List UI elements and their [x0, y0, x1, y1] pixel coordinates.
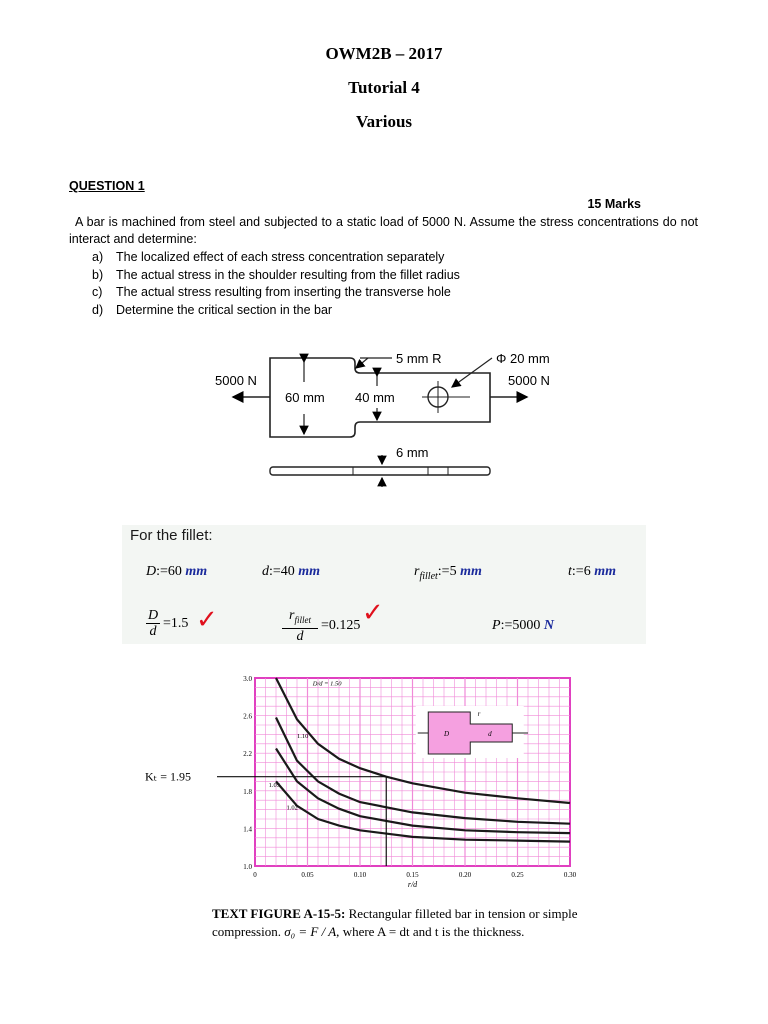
r-subscript: fillet [294, 614, 311, 625]
assign-op: := [437, 564, 450, 579]
part-text: Determine the critical section in the bar [116, 302, 333, 317]
r-symbol: r [289, 608, 295, 623]
fraction [282, 608, 318, 644]
x-tick-label: 0.30 [563, 871, 577, 879]
question-part [92, 249, 460, 267]
def-P [492, 618, 554, 634]
y-tick-label: 1.4 [243, 825, 252, 834]
def-d [262, 564, 320, 580]
fillet-radius-label: 5 mm R [396, 351, 442, 366]
bar-side-view [270, 467, 490, 475]
width-large-label: 60 mm [285, 390, 325, 405]
inset-D-label: D [444, 730, 450, 738]
d-symbol: d [262, 564, 269, 579]
course-title: OWM2B – 2017 [325, 44, 443, 63]
part-letter: c) [92, 285, 103, 299]
fillet-heading: For the fillet: [130, 527, 213, 544]
check-mark-icon: ✓ [196, 605, 218, 635]
x-axis-label: r/d [407, 880, 418, 889]
x-tick-label: 0.10 [353, 871, 367, 879]
ratio-D-over-d: D d = 1.5 [147, 608, 189, 639]
y-tick-label: 1.0 [243, 863, 252, 871]
inset-r-label: r [477, 710, 481, 718]
kt-value-label: Kₜ = 1.95 [145, 769, 191, 784]
caption-formula: σ₀ = F / A, [284, 924, 340, 939]
assign-op: := [500, 618, 513, 633]
x-tick-label: 0 [253, 871, 257, 879]
r-symbol: r [414, 564, 420, 579]
tutorial-title: Tutorial 4 [348, 78, 420, 97]
series-label: 1.10 [297, 733, 309, 741]
x-tick-label: 0.20 [458, 871, 472, 879]
part-text: The localized effect of each stress concentration separately [116, 250, 445, 264]
P-symbol: P [492, 618, 501, 633]
fraction [146, 608, 160, 639]
numerator: D [147, 608, 159, 623]
t-value: 6 [583, 564, 591, 579]
inset-bar-diagram [416, 706, 528, 758]
x-tick-label: 0.05 [301, 871, 314, 879]
part-letter: a) [92, 250, 104, 264]
def-D [146, 564, 207, 580]
question-parts [92, 249, 460, 319]
unit-mm: mm [460, 564, 482, 579]
unit-N: N [543, 618, 554, 633]
inset-d-label: d [488, 730, 492, 738]
load-label-left: 5000 N [215, 373, 257, 388]
def-r-fillet [414, 564, 482, 582]
part-text: The actual stress resulting from inserting the transverse hole [116, 285, 451, 299]
denominator: d [149, 624, 157, 639]
denominator: d [296, 628, 304, 644]
P-value: 5000 [512, 618, 541, 633]
x-tick-label: 0.25 [511, 871, 524, 879]
width-small-label: 40 mm [355, 390, 395, 405]
question-intro: A bar is machined from steel and subjected to a static load of 5000 N. Assume the stress concentrations do not interact and determine: [69, 215, 698, 246]
assign-op: := [571, 564, 584, 579]
caption-text: Rectangular filleted bar in tension or simple compression. [212, 906, 578, 939]
question-part [92, 267, 460, 285]
part-text: The actual stress in the shoulder resulting from the fillet radius [116, 267, 460, 282]
d-value: 40 [280, 564, 295, 579]
D-symbol: D [146, 564, 157, 579]
t-symbol: t [568, 564, 572, 579]
y-tick-label: 1.8 [243, 787, 252, 796]
unit-mm: mm [185, 564, 208, 579]
r-value: 5 [449, 564, 457, 579]
load-label-right: 5000 N [508, 373, 550, 388]
topic-title: Various [355, 112, 413, 131]
y-tick-label: 2.2 [243, 750, 252, 759]
figure-caption [212, 905, 642, 941]
question-part [92, 284, 460, 302]
question-heading: QUESTION 1 [69, 179, 145, 193]
ratio-r-over-d: $r_{fillet}$ d = 0.125 [282, 608, 360, 644]
hole-diameter-label: Φ 20 mm [496, 351, 550, 366]
ratio-value: 0.125 [328, 617, 361, 633]
bar-diagram [200, 340, 580, 500]
ratio-value: 1.5 [170, 615, 189, 631]
y-tick-label: 2.6 [243, 712, 252, 721]
assign-op: := [269, 564, 281, 579]
series-label: 1.02 [286, 804, 298, 812]
caption-label: TEXT FIGURE A-15-5: [212, 906, 346, 921]
assign-op: := [156, 564, 168, 579]
part-letter: b) [92, 267, 104, 282]
caption-tail: where A = dt and t is the thickness. [342, 924, 525, 939]
question-marks: 15 Marks [587, 197, 641, 211]
series-label: D/d = 1.50 [312, 680, 342, 688]
def-t [568, 564, 616, 580]
kt-chart [140, 668, 590, 898]
x-tick-label: 0.15 [406, 871, 419, 879]
check-mark-icon: ✓ [362, 598, 384, 628]
numerator [289, 608, 311, 628]
unit-mm: mm [298, 564, 321, 579]
thickness-label: 6 mm [396, 445, 429, 460]
unit-mm: mm [594, 564, 616, 579]
part-letter: d) [92, 302, 104, 317]
question-part [92, 302, 460, 320]
y-tick-label: 3.0 [243, 675, 252, 683]
r-subscript: fillet [419, 570, 438, 582]
series-label: 1.05 [268, 782, 281, 790]
D-value: 60 [167, 564, 182, 579]
